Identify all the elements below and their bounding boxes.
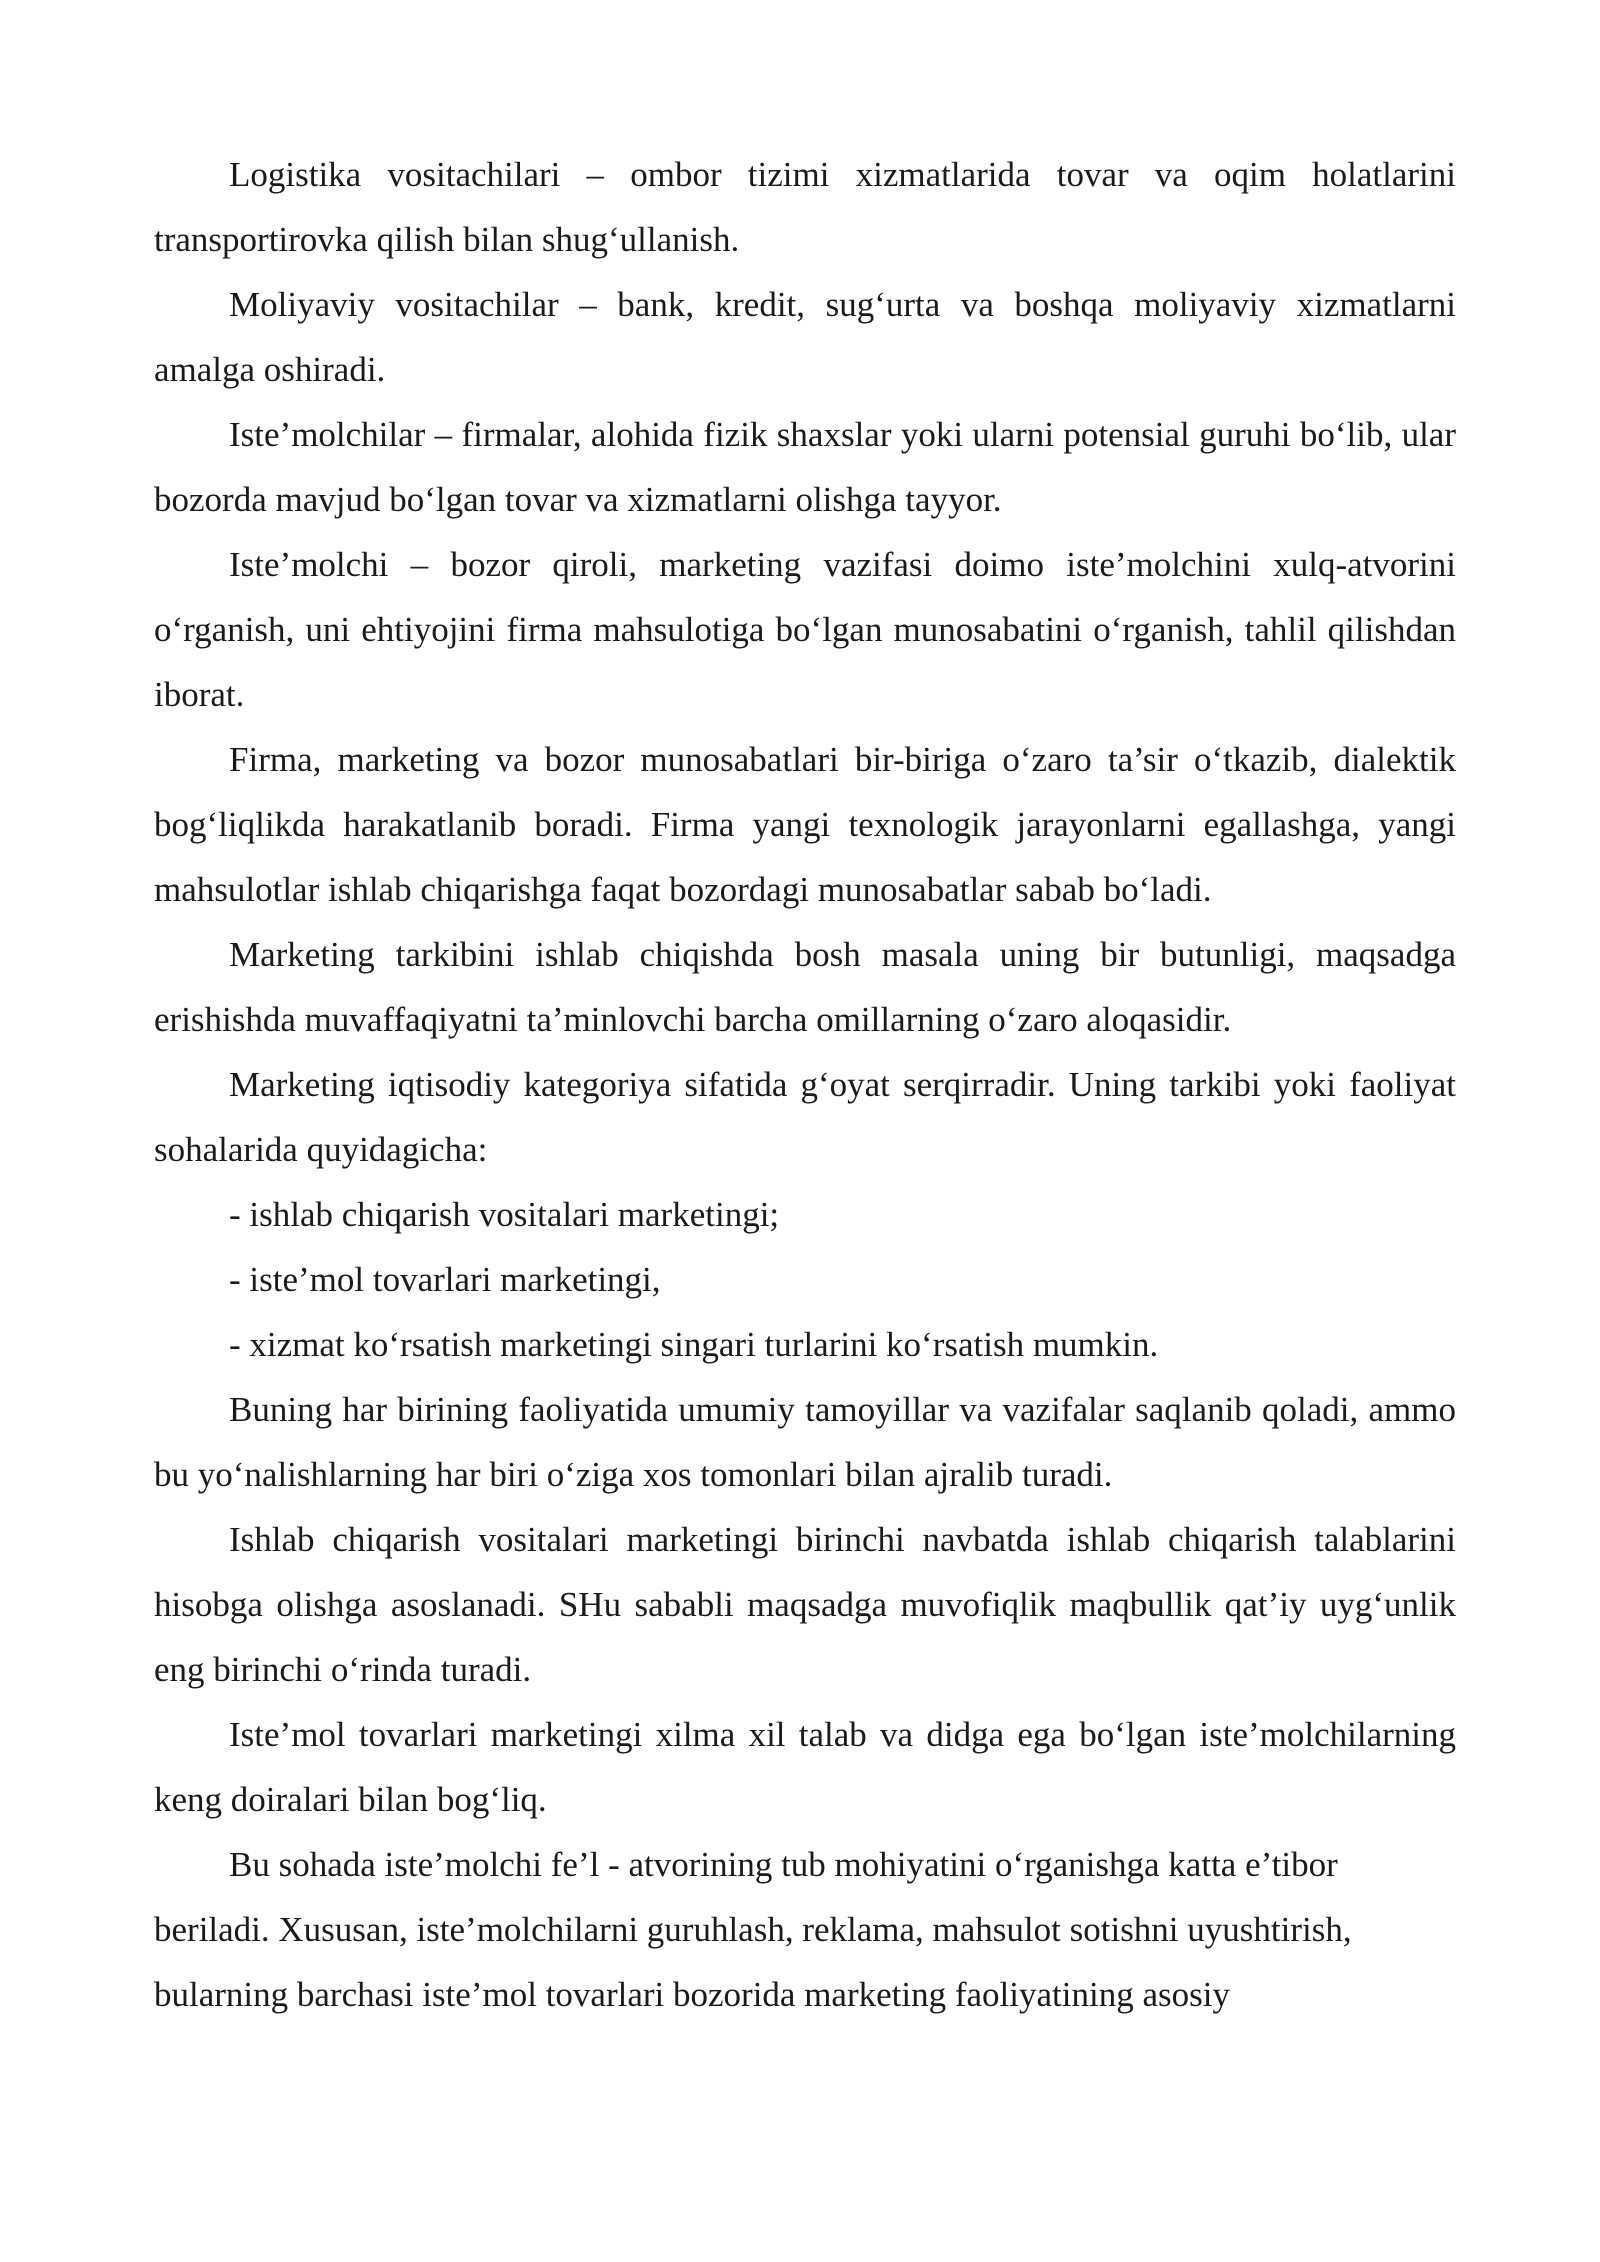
list-item-production-marketing: - ishlab chiqarish vositalari marketingi; — [229, 1195, 780, 1234]
paragraph-logistics-intermediaries: Logistika vositachilari – ombor tizimi xizmatlarida tovar va oqim holatlarini transportirovka qilish bilan shug‘ullanish. — [154, 155, 1456, 259]
paragraph-common-principles: Buning har birining faoliyatida umumiy tamoyillar va vazifalar saqlanib qoladi, ammo bu yo‘nalishlarning har biri o‘ziga xos tomonlari bilan ajralib turadi. — [154, 1390, 1456, 1494]
list-item-service-marketing: - xizmat ko‘rsatish marketingi singari turlarini ko‘rsatish mumkin. — [229, 1325, 1159, 1364]
list-item-consumer-goods-marketing: - iste’mol tovarlari marketingi, — [229, 1260, 661, 1299]
paragraph-marketing-category: Marketing iqtisodiy kategoriya sifatida g‘oyat serqirradir. Uning tarkibi yoki faoliyat sohalarida quyidagicha: — [154, 1065, 1456, 1169]
paragraph-firm-market-relations: Firma, marketing va bozor munosabatlari bir-biriga o‘zaro ta’sir o‘tkazib, dialektik bog‘liqlikda harakatlanib boradi. Firma yangi texnologik jarayonlarni egallashga, yangi mahsulotlar ishlab chiqarishga faqat bozordagi munosabatlar sabab bo‘ladi. — [154, 740, 1456, 909]
paragraph-consumers: Iste’molchilar – firmalar, alohida fizik shaxslar yoki ularni potensial guruhi bo‘lib, ular bozorda mavjud bo‘lgan tovar va xizmatlarni olishga tayyor. — [154, 415, 1456, 519]
paragraph-marketing-structure: Marketing tarkibini ishlab chiqishda bosh masala uning bir butunligi, maqsadga erishishda muvaffaqiyatni ta’minlovchi barcha omillarning o‘zaro aloqasidir. — [154, 935, 1456, 1039]
paragraph-consumer-goods-marketing: Iste’mol tovarlari marketingi xilma xil talab va didga ega bo‘lgan iste’molchilarning keng doiralari bilan bog‘liq. — [154, 1715, 1456, 1819]
paragraph-consumer-behavior: Bu sohada iste’molchi fe’l - atvorining tub mohiyatini o‘rganishga katta e’tibor beriladi. Xususan, iste’molchilarni guruhlash, reklama, mahsulot sotishni uyushtirish, bularning barchasi iste’mol tovarlari bozorida marketing faoliyatining asosiy — [154, 1845, 1352, 2014]
paragraph-production-means-marketing: Ishlab chiqarish vositalari marketingi birinchi navbatda ishlab chiqarish talablarini hisobga olishga asoslanadi. SHu sababli maqsadga muvofiqlik maqbullik qat’iy uyg‘unlik eng birinchi o‘rinda turadi. — [154, 1520, 1456, 1689]
paragraph-consumer-king: Iste’molchi – bozor qiroli, marketing vazifasi doimo iste’molchini xulq-atvorini o‘rganish, uni ehtiyojini firma mahsulotiga bo‘lgan munosabatini o‘rganish, tahlil qilishdan iborat. — [154, 545, 1456, 714]
document-page — [154, 142, 1456, 2027]
paragraph-financial-intermediaries: Moliyaviy vositachilar – bank, kredit, sug‘urta va boshqa moliyaviy xizmatlarni amalga oshiradi. — [154, 285, 1456, 389]
